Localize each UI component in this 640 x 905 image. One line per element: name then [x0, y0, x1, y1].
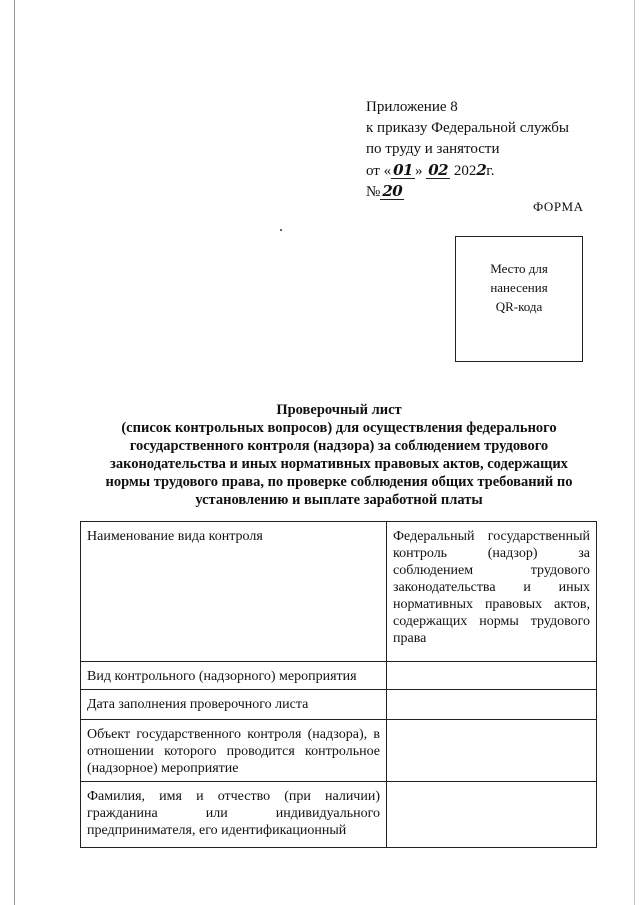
- title-line-5: нормы трудового права, по проверке соблюдения общих требований по: [105, 474, 573, 490]
- date-mid: »: [414, 163, 423, 179]
- row-value-fill-date[interactable]: [387, 690, 597, 720]
- appendix-header: [366, 97, 616, 203]
- date-prefix: от «: [366, 163, 392, 179]
- date-day-handwritten: 01: [393, 161, 413, 179]
- page-edge-right: [634, 0, 635, 905]
- qr-line-1: Место для: [490, 261, 548, 276]
- appendix-line-1: Приложение 8: [366, 99, 458, 115]
- table-row: [81, 782, 597, 848]
- checklist-info-table: [80, 521, 597, 848]
- qr-line-3: QR-кода: [495, 299, 543, 314]
- date-year-handwritten: 2: [476, 161, 487, 179]
- table-row: [81, 720, 597, 782]
- title-line-1: Проверочный лист: [276, 402, 402, 418]
- appendix-date: [366, 160, 616, 182]
- qr-code-placeholder: [455, 236, 583, 362]
- table-row: [81, 690, 597, 720]
- row-label-control-type: Наименование вида контроля: [81, 522, 387, 662]
- date-suffix: г.: [486, 163, 495, 179]
- row-value-control-type: Федеральный государственный контроль (надзор) за соблюдением трудового законодательства и иных нормативных правовых актов, содержащих нормы трудового права: [387, 522, 597, 662]
- appendix-line-3: по труду и занятости: [366, 141, 500, 157]
- table-row: [81, 522, 597, 662]
- row-label-person-name: Фамилия, имя и отчество (при наличии) гражданина или индивидуального предпринимателя, его идентификационный: [81, 782, 387, 848]
- title-line-4: законодательства и иных нормативных правовых актов, содержащих: [110, 456, 568, 472]
- title-line-6: установлению и выплате заработной платы: [195, 492, 483, 508]
- qr-placeholder-text: [474, 259, 564, 316]
- title-line-3: государственного контроля (надзора) за соблюдением трудового: [129, 438, 549, 454]
- number-prefix: №: [366, 184, 381, 200]
- table-row: [81, 662, 597, 690]
- date-year-prefix: 202: [453, 163, 477, 179]
- qr-line-2: нанесения: [490, 280, 548, 295]
- date-month-handwritten: 02: [428, 161, 449, 179]
- title-line-2: (список контрольных вопросов) для осуществления федерального: [121, 420, 557, 436]
- document-title: [70, 401, 608, 509]
- appendix-line-2: к приказу Федеральной службы: [366, 120, 570, 136]
- row-label-fill-date: Дата заполнения проверочного листа: [81, 690, 387, 720]
- forma-label: ФОРМА: [533, 199, 584, 214]
- stray-dot: [280, 229, 282, 231]
- row-value-control-object[interactable]: [387, 720, 597, 782]
- page-edge-left: [14, 0, 15, 905]
- number-handwritten: 20: [382, 182, 403, 200]
- row-value-person-name[interactable]: [387, 782, 597, 848]
- row-value-event-type[interactable]: [387, 662, 597, 690]
- row-label-control-object: Объект государственного контроля (надзора), в отношении которого проводится контрольное (надзорное) мероприятие: [81, 720, 387, 782]
- row-label-event-type: Вид контрольного (надзорного) мероприятия: [81, 662, 387, 690]
